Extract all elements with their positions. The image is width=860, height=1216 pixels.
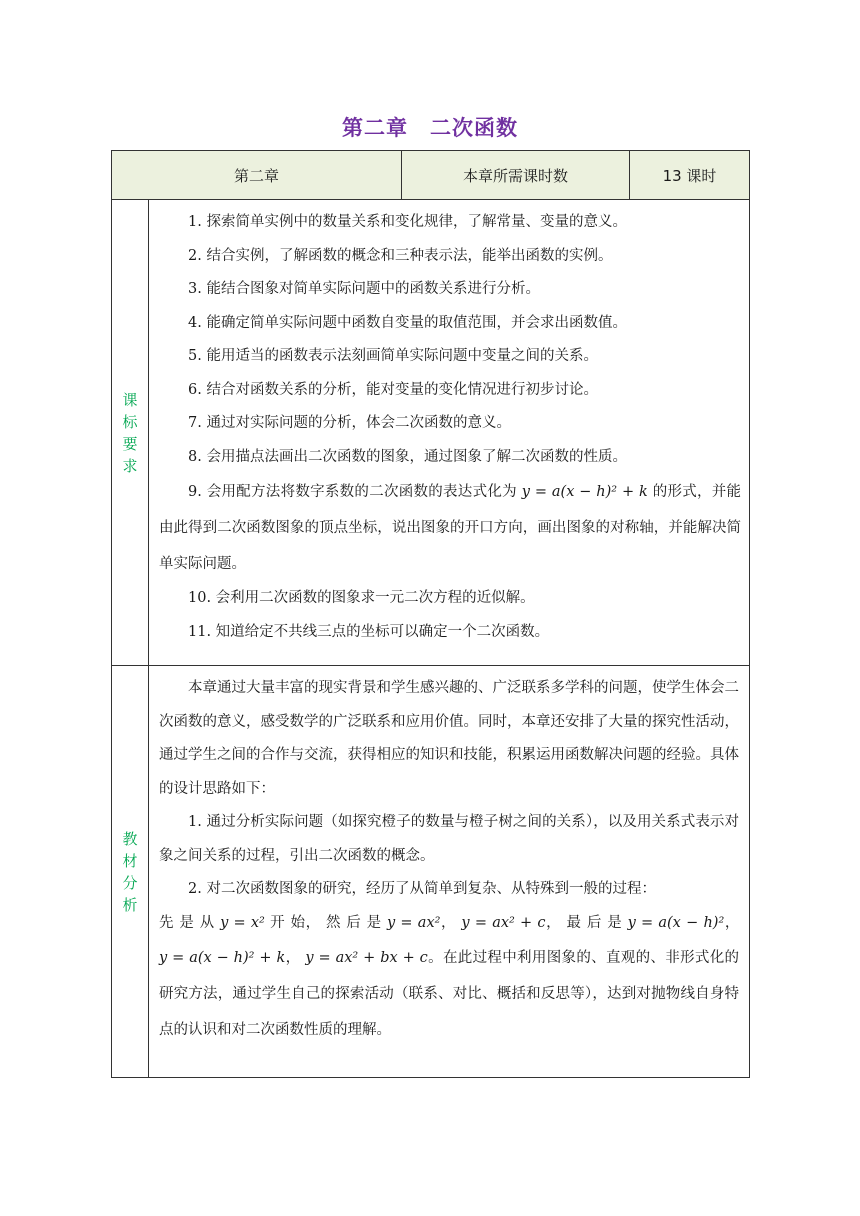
requirements-content xyxy=(149,200,750,666)
text-fragment: 后 xyxy=(346,914,362,931)
requirement-item: 10. 会利用二次函数的图象求一元二次方程的近似解。 xyxy=(188,590,535,606)
analysis-intro: 本章通过大量丰富的现实背景和学生感兴趣的、广泛联系多学科的问题，使学生体会二次函数的意义，感受数学的广泛联系和应用价值。同时，本章还安排了大量的探究性活动，通过学生之间的合作与交流，获得相应的知识和技能，积累运用函数解决问题的经验。具体的设计思路如下： xyxy=(159,680,740,797)
text-fragment: 的形式，并能由此得到二次函数图象的顶点坐标，说出图象的开口方向，画出图象的对称轴，并能解决简单实际问题。 xyxy=(159,484,742,572)
chapter-table xyxy=(111,150,750,1078)
analysis-label xyxy=(112,666,149,1078)
requirement-item: 4. 能确定简单实际问题中函数自变量的取值范围，并会求出函数值。 xyxy=(188,314,627,331)
requirement-item: 8. 会用描点法画出二次函数的图象，通过图象了解二次函数的性质。 xyxy=(188,448,627,465)
requirement-item: 7. 通过对实际问题的分析，体会二次函数的意义。 xyxy=(188,415,511,431)
requirement-item: 1. 探索简单实例中的数量关系和变化规律，了解常量、变量的意义。 xyxy=(188,214,627,230)
text-fragment: 然 xyxy=(325,914,342,931)
formula-vertex-form: y = a(x − h)² + k xyxy=(159,950,286,966)
text-fragment: ， xyxy=(285,950,301,966)
analysis-point-2-cont xyxy=(159,940,739,1048)
requirements-label xyxy=(112,200,149,666)
header-hours-value: 13 课时 xyxy=(630,151,750,200)
page-title xyxy=(0,112,860,142)
requirement-item: 3. 能结合图象对简单实际问题中的函数关系进行分析。 xyxy=(188,281,540,297)
analysis-point-2: 2. 对二次函数图象的研究，经历了从简单到复杂、从特殊到一般的过程： xyxy=(188,881,656,897)
title-topic: 二次函数 xyxy=(430,116,518,140)
requirement-item: 2. 结合实例，了解函数的概念和三种表示法，能举出函数的实例。 xyxy=(188,247,613,264)
text-fragment: 材 xyxy=(122,851,138,870)
text-fragment: 始 xyxy=(290,914,306,931)
text-fragment: 分 xyxy=(122,873,138,892)
analysis-point-1: 1. 通过分析实际问题（如探究橙子的数量与橙子树之间的关系），以及用关系式表示对象之间关系的过程，引出二次函数的概念。 xyxy=(159,814,740,864)
vertex-form-formula: y = a(x − h)² + k xyxy=(521,484,648,500)
text-fragment: 开 xyxy=(270,914,286,931)
text-fragment: 是 xyxy=(179,914,195,931)
text-fragment: 是 xyxy=(366,914,382,931)
analysis-point-2-line xyxy=(159,907,739,941)
text-fragment: 要 xyxy=(122,434,138,453)
text-fragment: 课 xyxy=(122,390,138,409)
text-fragment: 先 xyxy=(159,914,175,931)
text-fragment: 标 xyxy=(122,412,138,431)
analysis-row xyxy=(112,666,750,1078)
text-fragment: 。在此过程中利用图象的、直观的、非形式化的研究方法，通过学生自己的探索活动（联系、对比、概括和反思等），达到对抛物线自身特点的认识和对二次函数性质的理解。 xyxy=(159,950,740,1038)
requirement-item-9 xyxy=(159,474,741,582)
formula-y-ax2-c: y = ax² + c xyxy=(461,914,546,931)
text-fragment: 从 xyxy=(199,914,215,931)
formula-general-form: y = ax² + bx + c xyxy=(305,950,428,966)
analysis-content xyxy=(149,666,750,1078)
text-fragment: 教 xyxy=(122,829,138,848)
title-chapter: 第二章 xyxy=(342,116,408,140)
requirement-item: 11. 知道给定不共线三点的坐标可以确定一个二次函数。 xyxy=(188,623,550,640)
text-fragment: ， xyxy=(545,914,562,931)
text-fragment: 9. 会用配方法将数字系数的二次函数的表达式化为 xyxy=(188,484,517,500)
text-fragment: 是 xyxy=(607,914,623,931)
formula-y-a-x-h-2: y = a(x − h)² xyxy=(627,914,725,931)
header-hours-label: 本章所需课时数 xyxy=(402,151,630,200)
text-fragment: 求 xyxy=(122,456,138,475)
requirement-item: 6. 结合对函数关系的分析，能对变量的变化情况进行初步讨论。 xyxy=(188,381,598,398)
text-fragment: 后 xyxy=(586,914,602,931)
requirement-item: 5. 能用适当的函数表示法刻画简单实际问题中变量之间的关系。 xyxy=(188,348,598,364)
header-row xyxy=(112,151,750,200)
text-fragment: ， xyxy=(440,914,457,931)
header-chapter: 第二章 xyxy=(112,151,402,200)
requirements-row xyxy=(112,200,750,666)
text-fragment: 最 xyxy=(566,914,582,931)
text-fragment: ， xyxy=(305,914,321,931)
formula-y-ax2: y = ax² xyxy=(387,914,441,931)
text-fragment: ， xyxy=(724,914,740,931)
formula-y-x2: y = x² xyxy=(220,914,265,931)
text-fragment: 析 xyxy=(122,895,138,914)
